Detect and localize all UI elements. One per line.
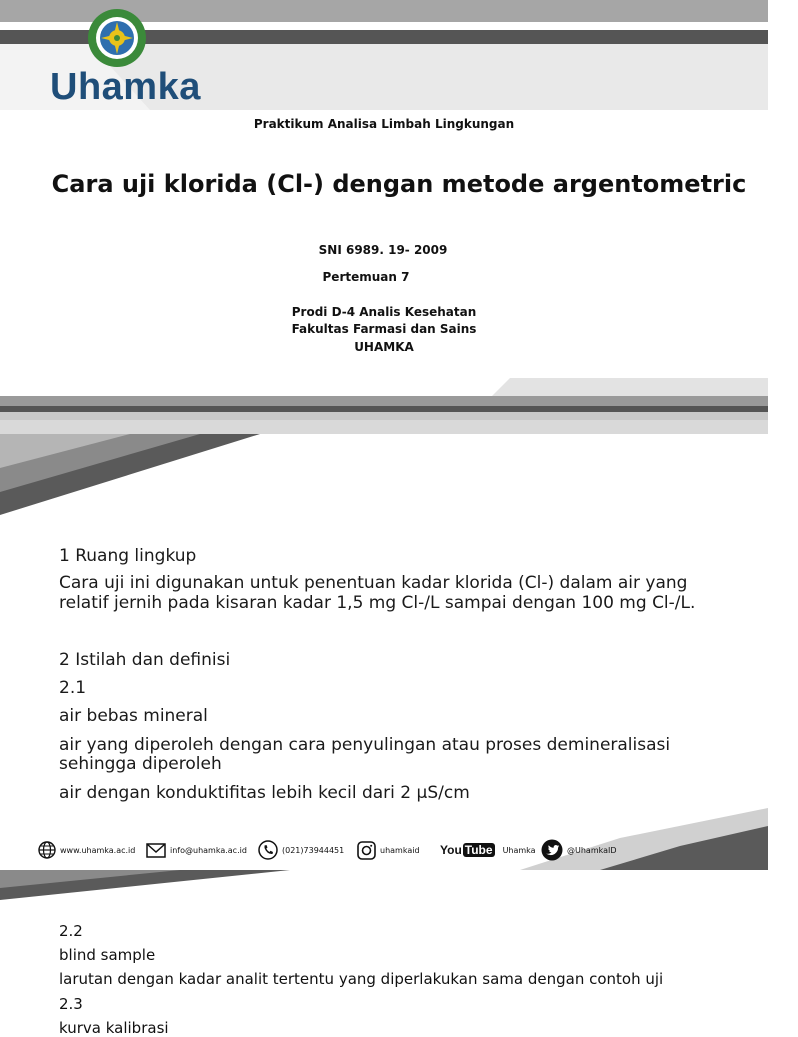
section-2-3-number: 2.3 bbox=[59, 995, 83, 1013]
section-2-1-number: 2.1 bbox=[59, 678, 87, 698]
section-2-1-definition-line-1: air yang diperoleh dengan cara penyulingan atau proses demineralisasi bbox=[59, 735, 671, 755]
footer-twitter[interactable] bbox=[541, 838, 617, 862]
course-name: Praktikum Analisa Limbah Lingkungan bbox=[253, 117, 515, 131]
footer-email-text: info@uhamka.ac.id bbox=[170, 845, 247, 855]
section-1-text-line-2: relatif jernih pada kisaran kadar 1,5 mg Cl-/L sampai dengan 100 mg Cl-/L. bbox=[59, 593, 696, 613]
instagram-icon bbox=[357, 841, 376, 860]
diagonal-header-decoration-2 bbox=[0, 870, 768, 930]
section-2-1-definition-line-3: air dengan konduktifitas lebih kecil dari 2 µS/cm bbox=[59, 783, 470, 803]
content-slide-2 bbox=[0, 870, 768, 1037]
section-2-1-definition-line-2: sehingga diperoleh bbox=[59, 754, 222, 774]
footer-youtube[interactable] bbox=[440, 838, 536, 862]
footer-instagram[interactable] bbox=[357, 838, 420, 862]
meeting-number: Pertemuan 7 bbox=[322, 270, 410, 284]
section-2-3-term: kurva kalibrasi bbox=[59, 1019, 169, 1037]
diagonal-header-decoration bbox=[0, 420, 768, 530]
twitter-icon bbox=[541, 839, 563, 861]
footer-instagram-text: uhamkaid bbox=[380, 845, 420, 855]
sni-code: SNI 6989. 19- 2009 bbox=[318, 243, 448, 257]
section-2-2-definition: larutan dengan kadar analit tertentu yang diperlakukan sama dengan contoh uji bbox=[59, 970, 664, 988]
section-2-heading: 2 Istilah dan definisi bbox=[59, 650, 231, 670]
section-2-1-term: air bebas mineral bbox=[59, 706, 208, 726]
phone-icon bbox=[258, 840, 278, 860]
section-1-text-line-1: Cara uji ini digunakan untuk penentuan kadar klorida (Cl-) dalam air yang bbox=[59, 573, 688, 593]
university-seal-icon bbox=[87, 8, 147, 68]
footer-youtube-text: Uhamka bbox=[502, 845, 536, 855]
faculty: Fakultas Farmasi dan Sains bbox=[291, 322, 477, 336]
envelope-icon bbox=[146, 843, 166, 858]
footer-website-text: www.uhamka.ac.id bbox=[60, 845, 136, 855]
page-title: Cara uji klorida (Cl-) dengan metode argentometric bbox=[51, 170, 747, 198]
content-slide-1 bbox=[0, 420, 768, 870]
study-program: Prodi D-4 Analis Kesehatan bbox=[291, 305, 477, 319]
youtube-icon bbox=[440, 843, 495, 857]
title-slide bbox=[0, 0, 768, 420]
uhamka-logo: Uhamka bbox=[50, 66, 201, 108]
footer-phone[interactable] bbox=[258, 838, 344, 862]
section-1-heading: 1 Ruang lingkup bbox=[59, 546, 197, 566]
bottom-band-decoration bbox=[0, 378, 768, 420]
footer-twitter-text: @UhamkaID bbox=[567, 845, 617, 855]
youtube-icon-you: You bbox=[440, 843, 462, 857]
section-2-2-number: 2.2 bbox=[59, 922, 83, 940]
section-2-2-term: blind sample bbox=[59, 946, 156, 964]
footer-phone-text: (021)73944451 bbox=[282, 845, 345, 855]
footer-email[interactable] bbox=[146, 838, 247, 862]
globe-icon bbox=[38, 841, 56, 859]
university-name: UHAMKA bbox=[354, 340, 414, 354]
youtube-icon-tube: Tube bbox=[464, 843, 493, 857]
footer-website[interactable] bbox=[38, 838, 135, 862]
